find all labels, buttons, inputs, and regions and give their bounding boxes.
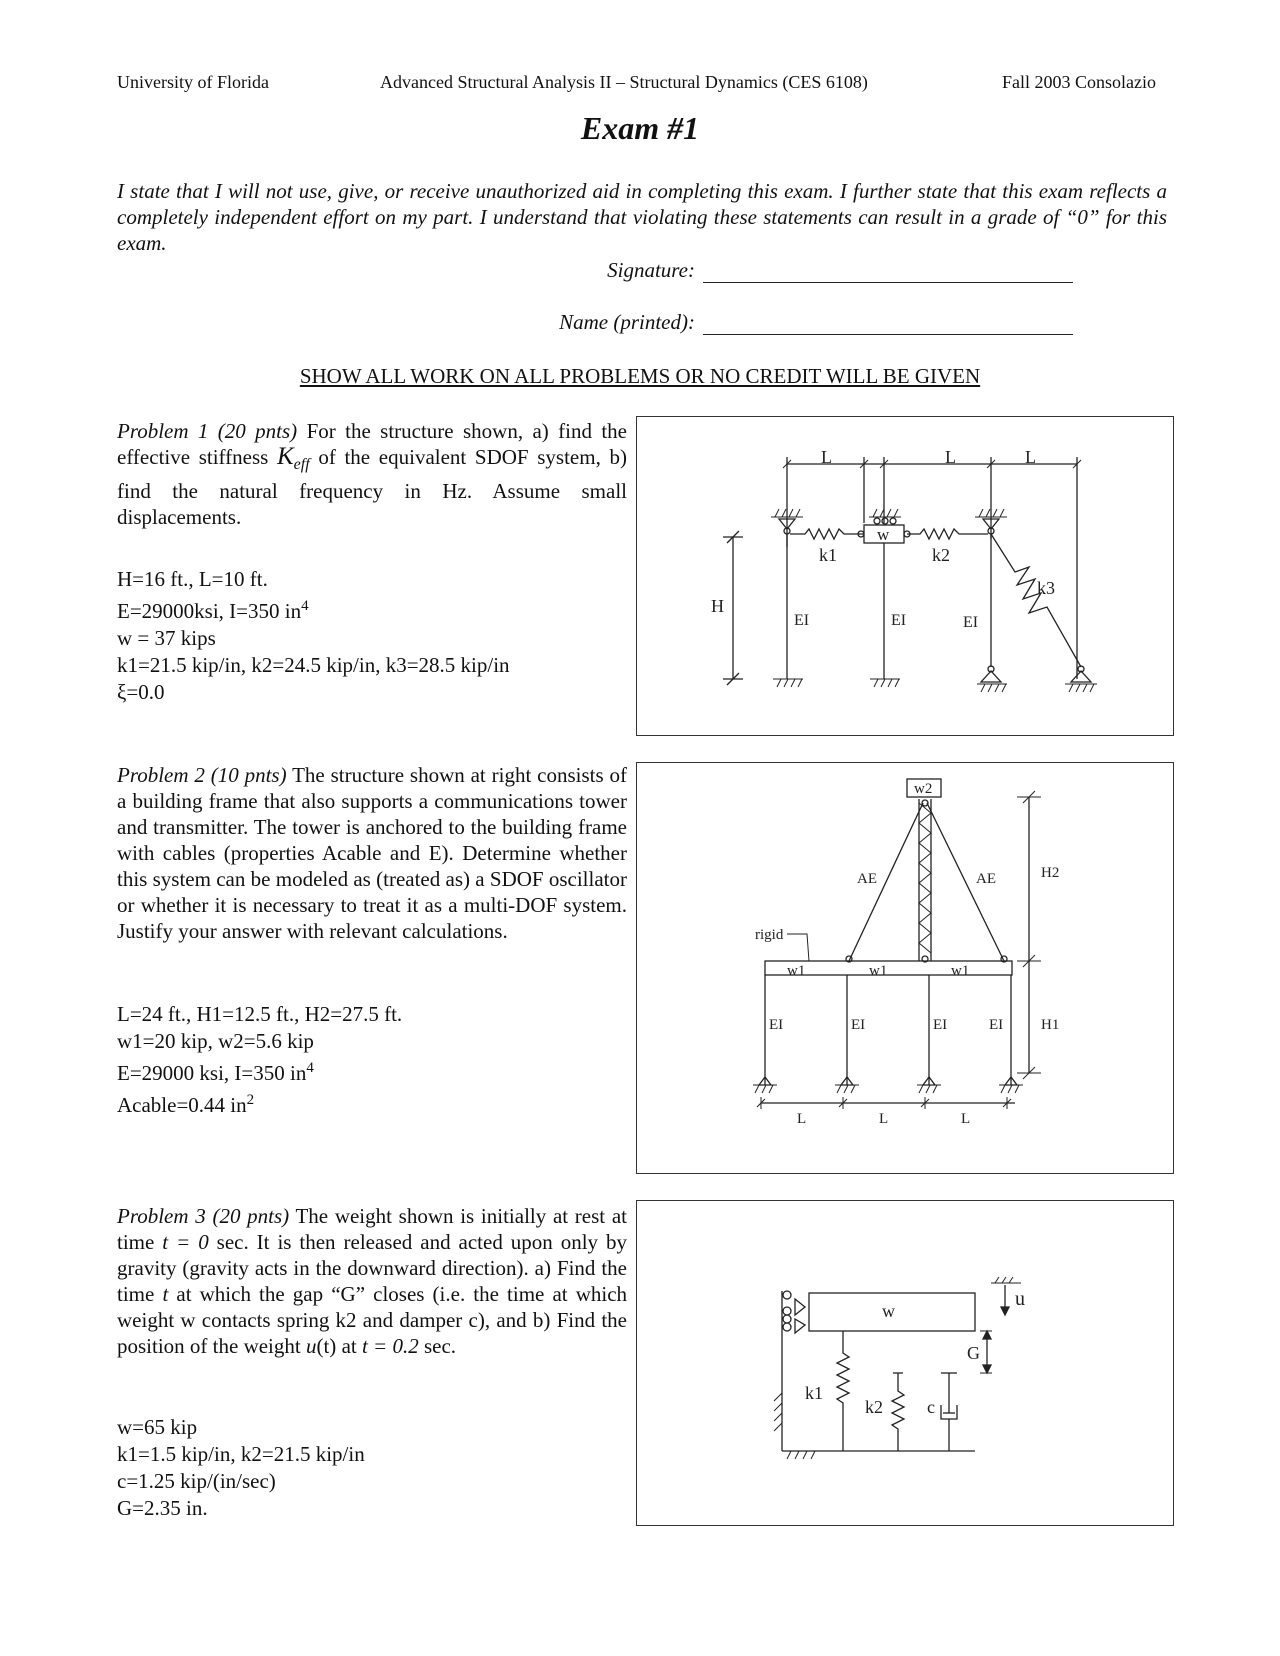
given-line: G=2.35 in. <box>117 1496 208 1520</box>
dim-H2: H2 <box>1041 865 1060 881</box>
dim-H1: H1 <box>1041 1017 1060 1033</box>
ei-label: EI <box>891 612 907 629</box>
given-line: c=1.25 kip/(in/sec) <box>117 1469 276 1493</box>
show-work-notice: SHOW ALL WORK ON ALL PROBLEMS OR NO CREDIT WILL BE GIVEN <box>299 364 981 388</box>
problem2-given <box>117 1001 637 1119</box>
given-line: E=29000ksi, I=350 in <box>117 599 302 623</box>
w1-label: w1 <box>787 963 806 979</box>
dim-L-2: L <box>945 447 956 467</box>
problem1-given <box>117 566 637 706</box>
displacement-symbol: u <box>305 1334 317 1358</box>
ei-label: EI <box>933 1017 948 1033</box>
given-line: E=29000 ksi, I=350 in <box>117 1061 307 1085</box>
problem1-statement <box>117 418 627 530</box>
time-zero: t = 0 <box>162 1230 209 1254</box>
ei-label: EI <box>963 614 979 631</box>
ei-label: EI <box>851 1017 866 1033</box>
problem1-text-b: of the equivalent SDOF system, b) find the natural frequency in Hz. Assume small displacements. <box>117 445 627 530</box>
problem2-figure <box>636 762 1174 1174</box>
w1-label: w1 <box>951 963 970 979</box>
given-line: w=65 kip <box>117 1415 198 1439</box>
header-term: Fall 2003 Consolazio <box>1002 72 1156 92</box>
given-line: Acable=0.44 in <box>117 1093 247 1117</box>
rigid-label: rigid <box>755 927 784 943</box>
damper-c-label: c <box>927 1397 935 1417</box>
mass-w-label: w <box>882 1301 895 1321</box>
signature-label: Signature: <box>607 258 695 282</box>
given-line: w = 37 kips <box>117 626 216 650</box>
problem3-text-c: at which the gap “G” closes (i.e. the time at which weight w contacts spring k2 and damper c), and b) Find the position of the weight <box>117 1282 628 1358</box>
keff-subscript: eff <box>293 456 310 474</box>
cable-ae-label: AE <box>976 871 996 887</box>
spring-k1-label: k1 <box>805 1383 823 1403</box>
time-value: t = 0.2 <box>361 1334 419 1358</box>
dim-L: L <box>961 1111 971 1127</box>
ei-label: EI <box>794 612 810 629</box>
signature-field[interactable] <box>703 258 1073 283</box>
problem3-text-b: sec. It is then released and acted upon only by gravity (gravity acts in the downward direction). a) Find the time <box>117 1230 628 1306</box>
w2-label: w2 <box>914 781 933 797</box>
given-line: H=16 ft., L=10 ft. <box>117 567 268 591</box>
given-line: L=24 ft., H1=12.5 ft., H2=27.5 ft. <box>117 1002 403 1026</box>
displacement-arg: (t) <box>316 1334 337 1358</box>
ei-label: EI <box>769 1017 784 1033</box>
problem1-text-a: For the structure shown, a) find the effective stiffness <box>117 419 628 469</box>
given-line: k1=1.5 kip/in, k2=21.5 kip/in <box>117 1442 365 1466</box>
gap-g-label: G <box>967 1343 980 1363</box>
problem2-statement <box>117 762 627 944</box>
spring-k2-label: k2 <box>932 545 950 565</box>
cable-ae-label: AE <box>857 871 877 887</box>
problem3-given <box>117 1414 637 1522</box>
problem1-figure <box>636 416 1174 736</box>
superscript: 4 <box>306 1060 314 1076</box>
dim-L: L <box>879 1111 889 1127</box>
problem3-figure <box>636 1200 1174 1526</box>
problem3-text-e: sec. <box>423 1334 457 1358</box>
spring-k2-label: k2 <box>865 1397 883 1417</box>
problem3-text-d: at <box>341 1334 357 1358</box>
superscript: 2 <box>246 1092 255 1108</box>
dim-L-3: L <box>1025 447 1036 467</box>
w1-label: w1 <box>869 963 888 979</box>
problem2-text: The structure shown at right consists of a building frame that also supports a communications tower and transmitter. The tower is anchored to the building frame with cables (properties Acable and E). Determine whether this system can be modeled as (treated as) a SDOF oscillator or whether it is necessary to treat it as a multi-DOF system. Justify your answer with relevant calculations. <box>117 763 627 943</box>
honor-pledge: I state that I will not use, give, or receive unauthorized aid in completing this exam. I further state that this exam reflects a completely independent effort on my part. I understand that violating these statements can result in a grade of “0” for this exam. <box>117 179 1167 255</box>
problem3-heading: Problem 3 (20 pnts) <box>117 1204 290 1228</box>
page-title: Exam #1 <box>580 110 700 146</box>
keff-symbol: K <box>276 443 294 470</box>
problem3-statement <box>117 1203 627 1359</box>
displacement-u-label: u <box>1015 1288 1025 1310</box>
dim-L: L <box>797 1111 807 1127</box>
name-field[interactable] <box>703 310 1073 335</box>
header-university: University of Florida <box>117 72 269 92</box>
problem2-heading: Problem 2 (10 pnts) <box>117 763 287 787</box>
superscript: 4 <box>301 598 309 614</box>
problem1-heading: Problem 1 (20 pnts) <box>117 419 298 443</box>
ei-label: EI <box>989 1017 1004 1033</box>
spring-k1-label: k1 <box>819 545 837 565</box>
problem3-text-a: The weight shown is initially at rest at time <box>117 1204 627 1254</box>
given-line: w1=20 kip, w2=5.6 kip <box>117 1029 314 1053</box>
name-label: Name (printed): <box>559 310 695 334</box>
given-line: ξ=0.0 <box>117 680 165 704</box>
mass-w-label: w <box>877 525 890 544</box>
spring-k3-label: k3 <box>1037 578 1055 598</box>
given-line: k1=21.5 kip/in, k2=24.5 kip/in, k3=28.5 kip/in <box>117 653 510 677</box>
dim-L-1: L <box>821 447 832 467</box>
time-symbol: t <box>162 1282 169 1306</box>
header-course: Advanced Structural Analysis II – Structural Dynamics (CES 6108) <box>380 72 868 92</box>
dim-H: H <box>711 596 724 616</box>
